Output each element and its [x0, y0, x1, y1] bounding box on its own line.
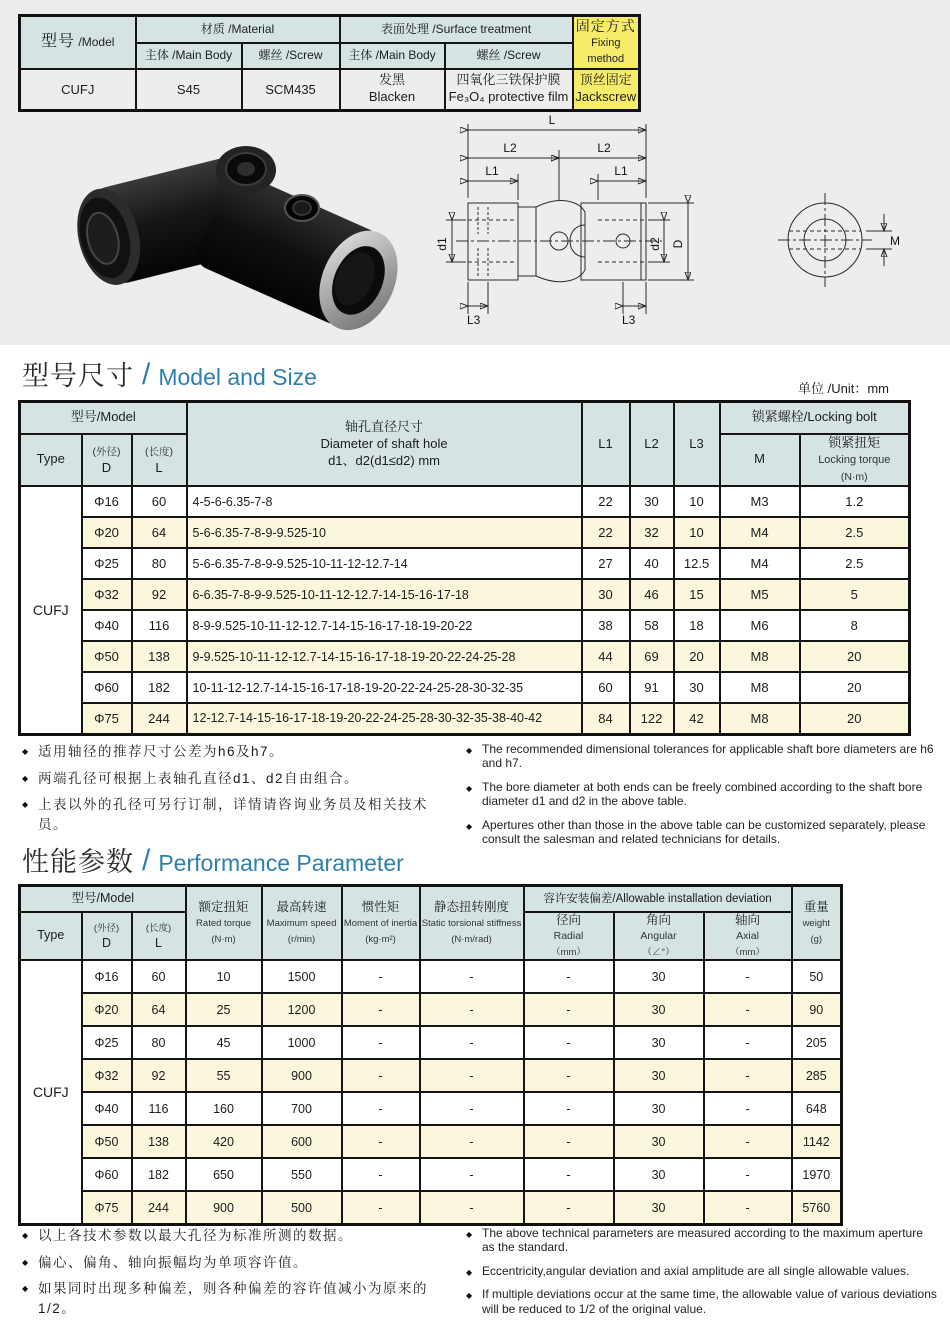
cell: - — [342, 1125, 420, 1158]
cell: - — [342, 1059, 420, 1092]
cell: 32 — [630, 517, 674, 548]
cell: 60 — [132, 486, 187, 517]
cell: Φ75 — [82, 703, 132, 734]
cell: - — [342, 1092, 420, 1125]
locking-torque-header: 锁紧扭矩 Locking torque (N·m) — [800, 434, 910, 487]
cell: 122 — [630, 703, 674, 734]
cell: 650 — [186, 1158, 262, 1191]
svg-text:L3: L3 — [467, 313, 481, 327]
cell: - — [342, 1026, 420, 1059]
cell: 64 — [132, 517, 187, 548]
cell: - — [342, 1158, 420, 1191]
cell: 15 — [674, 579, 720, 610]
material-main-value: S45 — [136, 69, 242, 111]
cell: - — [524, 1026, 614, 1059]
cell: 1142 — [792, 1125, 842, 1158]
table-row — [20, 993, 842, 1026]
table-row — [20, 486, 910, 517]
cell: 2.5 — [800, 517, 910, 548]
cell: Φ16 — [82, 486, 132, 517]
cell: Φ20 — [82, 993, 132, 1026]
cell: 2.5 — [800, 548, 910, 579]
cell: 30 — [582, 579, 630, 610]
cell: 84 — [582, 703, 630, 734]
cell: 500 — [262, 1191, 342, 1224]
note-item: ◆ The above technical parameters are measured according to the maximum aperture as the standard. — [466, 1226, 923, 1255]
cell: - — [342, 1191, 420, 1224]
cell: 10-11-12-12.7-14-15-16-17-18-19-20-22-24-25-28-30-32-35 — [187, 672, 582, 703]
cell: 69 — [630, 641, 674, 672]
max-speed-header: 最高转速 Maximum speed (r/min) — [262, 886, 342, 961]
model-header: 型号 /Model — [20, 16, 136, 69]
svg-text:d2: d2 — [648, 237, 662, 251]
cell: 700 — [262, 1092, 342, 1125]
l1-header: L1 — [582, 402, 630, 487]
cell: - — [420, 1092, 524, 1125]
cell: M4 — [720, 517, 800, 548]
type-header: Type — [20, 912, 82, 961]
size-table-notes — [22, 742, 938, 855]
type-header: Type — [20, 434, 82, 487]
cell: - — [524, 1158, 614, 1191]
cell: 30 — [614, 1026, 704, 1059]
length-header: (长度) L — [132, 912, 186, 961]
cell: - — [524, 960, 614, 993]
cell: 116 — [132, 610, 187, 641]
table-row — [20, 641, 910, 672]
cell: 92 — [132, 579, 187, 610]
cell: 50 — [792, 960, 842, 993]
cell: 138 — [132, 641, 187, 672]
cell: Φ50 — [82, 1125, 132, 1158]
cell: 1.2 — [800, 486, 910, 517]
cell: 6-6.35-7-8-9-9.525-10-11-12-12.7-14-15-16-17-18 — [187, 579, 582, 610]
model-group-header: 型号/Model — [20, 886, 186, 912]
table-row — [20, 610, 910, 641]
material-screw-value: SCM435 — [242, 69, 340, 111]
cell: 80 — [132, 1026, 186, 1059]
cell: M5 — [720, 579, 800, 610]
radial-header: 径向 Radial （mm） — [524, 912, 614, 961]
note-item: ◆ Eccentricity,angular deviation and axial amplitude are all single allowable values. — [466, 1263, 910, 1278]
cell: 46 — [630, 579, 674, 610]
svg-text:L2: L2 — [597, 141, 611, 155]
cell: - — [704, 1026, 792, 1059]
screw-subheader: 螺丝 /Screw — [242, 43, 340, 69]
cell: 22 — [582, 486, 630, 517]
note-item: ◆ 两端孔径可根据上表轴孔直径d1、d2自由组合。 — [22, 770, 360, 786]
cell: 60 — [132, 960, 186, 993]
torsional-stiffness-header: 静态扭转刚度 Static torsional stiffness (N·m/rad) — [420, 886, 524, 961]
cell: - — [342, 960, 420, 993]
cell: 900 — [262, 1059, 342, 1092]
product-photo-image — [40, 112, 430, 337]
l3-header: L3 — [674, 402, 720, 487]
main-body-subheader: 主体 /Main Body — [136, 43, 242, 69]
cell: 30 — [630, 486, 674, 517]
table-row — [20, 703, 910, 734]
cell: 9-9.525-10-11-12-12.7-14-15-16-17-18-19-20-22-24-25-28 — [187, 641, 582, 672]
cell: 10 — [674, 486, 720, 517]
cell: 92 — [132, 1059, 186, 1092]
cell: - — [420, 1125, 524, 1158]
surface-screw-value: 四氧化三铁保护膜 Fe₃O₄ protective film — [445, 69, 573, 111]
cell: 420 — [186, 1125, 262, 1158]
cell: 10 — [674, 517, 720, 548]
cell: - — [420, 1059, 524, 1092]
cell: 30 — [614, 960, 704, 993]
cell: 648 — [792, 1092, 842, 1125]
cell: 1000 — [262, 1026, 342, 1059]
cell: - — [704, 1059, 792, 1092]
cell: 30 — [614, 1125, 704, 1158]
svg-text:L: L — [548, 113, 556, 127]
cell: M6 — [720, 610, 800, 641]
note-item: ◆ 以上各技术参数以最大孔径为标准所测的数据。 — [22, 1228, 353, 1243]
svg-text:L1: L1 — [614, 164, 628, 178]
cell: 20 — [674, 641, 720, 672]
table-row — [20, 960, 842, 993]
cell: 30 — [614, 1158, 704, 1191]
cell: 4-5-6-6.35-7-8 — [187, 486, 582, 517]
weight-header: 重量 weight (g) — [792, 886, 842, 961]
cell: 12.5 — [674, 548, 720, 579]
allowable-deviation-header: 容许安装偏差/Allowable installation deviation — [524, 886, 792, 912]
cell: 116 — [132, 1092, 186, 1125]
cell: Φ25 — [82, 548, 132, 579]
cell: 12-12.7-14-15-16-17-18-19-20-22-24-25-28-30-32-35-38-40-42 — [187, 703, 582, 734]
axial-header: 轴向 Axial （mm） — [704, 912, 792, 961]
cell: - — [524, 1191, 614, 1224]
cell: 1970 — [792, 1158, 842, 1191]
note-item: ◆ Apertures other than those in the above table can be customized separately, please consult the salesman and related technicians for details. — [466, 817, 926, 846]
model-size-table — [18, 400, 911, 736]
rated-torque-header: 额定扭矩 Rated torque (N·m) — [186, 886, 262, 961]
main-body-subheader: 主体 /Main Body — [340, 43, 445, 69]
table-row — [20, 1191, 842, 1224]
table-row — [20, 548, 910, 579]
table-row — [20, 1026, 842, 1059]
cell: 42 — [674, 703, 720, 734]
cell: M8 — [720, 703, 800, 734]
cell: Φ75 — [82, 1191, 132, 1224]
table-row — [20, 1092, 842, 1125]
table-row — [20, 672, 910, 703]
cell: 900 — [186, 1191, 262, 1224]
model-group-header: 型号/Model — [20, 402, 187, 434]
cell: - — [704, 960, 792, 993]
fixing-method-value: 顶丝固定 Jackscrew — [573, 69, 640, 111]
svg-text:D: D — [671, 239, 685, 249]
cell: 285 — [792, 1059, 842, 1092]
cell: 5-6-6.35-7-8-9-9.525-10-11-12-12.7-14 — [187, 548, 582, 579]
note-item: ◆ If multiple deviations occur at the same time, the allowable value of various deviations will be reduced to 1/2 of the original value. — [466, 1287, 937, 1316]
performance-table-notes — [22, 1226, 938, 1325]
note-item: ◆ The bore diameter at both ends can be freely combined according to the shaft bore diameter d1 and d2 in the above table. — [466, 779, 923, 809]
type-value: CUFJ — [20, 486, 82, 734]
cell: Φ40 — [82, 610, 132, 641]
cell: 5-6-6.35-7-8-9-9.525-10 — [187, 517, 582, 548]
cell: Φ32 — [82, 1059, 132, 1092]
cell: 30 — [614, 1059, 704, 1092]
model-value: CUFJ — [20, 69, 136, 111]
cell: 64 — [132, 993, 186, 1026]
cell: - — [704, 1191, 792, 1224]
table-row — [20, 579, 910, 610]
angular-header: 角向 Angular （∠°） — [614, 912, 704, 961]
svg-text:M: M — [890, 234, 900, 248]
svg-text:L2: L2 — [503, 141, 517, 155]
cell: 30 — [614, 993, 704, 1026]
cell: 20 — [800, 703, 910, 734]
cell: - — [704, 1125, 792, 1158]
cell: 20 — [800, 641, 910, 672]
fixing-method-header: 固定方式 Fixing method — [573, 16, 640, 69]
table-row — [20, 517, 910, 548]
cell: - — [704, 1158, 792, 1191]
table-row — [20, 1125, 842, 1158]
m-header: M — [720, 434, 800, 487]
cell: - — [704, 1092, 792, 1125]
cell: 5 — [800, 579, 910, 610]
cell: 30 — [674, 672, 720, 703]
cell: - — [524, 1092, 614, 1125]
cell: Φ20 — [82, 517, 132, 548]
surface-main-value: 发黑 Blacken — [340, 69, 445, 111]
cell: 10 — [186, 960, 262, 993]
cell: 138 — [132, 1125, 186, 1158]
cell: 244 — [132, 1191, 186, 1224]
cell: Φ16 — [82, 960, 132, 993]
shaft-hole-header: 轴孔直径尺寸 Diameter of shaft hole d1、d2(d1≤d2) mm — [187, 402, 582, 487]
cell: Φ32 — [82, 579, 132, 610]
cell: 600 — [262, 1125, 342, 1158]
cell: 30 — [614, 1092, 704, 1125]
cell: Φ25 — [82, 1026, 132, 1059]
outer-diameter-header: (外径) D — [82, 912, 132, 961]
type-value: CUFJ — [20, 960, 82, 1224]
cell: 8 — [800, 610, 910, 641]
cell: 550 — [262, 1158, 342, 1191]
cell: 38 — [582, 610, 630, 641]
note-item: ◆ 适用轴径的推荐尺寸公差为h6及h7。 — [22, 744, 285, 759]
cell: - — [420, 1026, 524, 1059]
dimension-drawing — [418, 108, 950, 345]
note-item: ◆ 偏心、偏角、轴向振幅均为单项容许值。 — [22, 1254, 308, 1270]
unit-label: 单位 /Unit：mm — [798, 381, 890, 396]
outer-diameter-header: (外径) D — [82, 434, 132, 487]
cell: 55 — [186, 1059, 262, 1092]
table-row — [20, 1158, 842, 1191]
cell: 80 — [132, 548, 187, 579]
svg-text:d1: d1 — [435, 237, 449, 251]
cell: 44 — [582, 641, 630, 672]
top-spec-table — [18, 14, 641, 112]
cell: 30 — [614, 1191, 704, 1224]
cell: Φ60 — [82, 672, 132, 703]
cell: 244 — [132, 703, 187, 734]
cell: - — [420, 1158, 524, 1191]
cell: - — [524, 993, 614, 1026]
surface-treatment-header: 表面处理 /Surface treatment — [340, 16, 573, 43]
screw-subheader: 螺丝 /Screw — [445, 43, 573, 69]
svg-text:L3: L3 — [622, 313, 636, 327]
section-title-model-and-size: 型号尺寸 / Model and Size — [22, 358, 317, 391]
length-header: (长度) L — [132, 434, 187, 487]
note-item: ◆ The recommended dimensional tolerances for applicable shaft bore diameters are h6 and h7. — [466, 742, 934, 771]
cell: 1500 — [262, 960, 342, 993]
cell: - — [342, 993, 420, 1026]
cell: 45 — [186, 1026, 262, 1059]
cell: - — [420, 960, 524, 993]
performance-parameter-table — [18, 884, 843, 1226]
cell: M3 — [720, 486, 800, 517]
cell: 25 — [186, 993, 262, 1026]
cell: 182 — [132, 672, 187, 703]
cell: 205 — [792, 1026, 842, 1059]
cell: - — [704, 993, 792, 1026]
cell: Φ40 — [82, 1092, 132, 1125]
cell: Φ60 — [82, 1158, 132, 1191]
material-header: 材质 /Material — [136, 16, 340, 43]
cell: 20 — [800, 672, 910, 703]
cell: 18 — [674, 610, 720, 641]
cell: 182 — [132, 1158, 186, 1191]
cell: 91 — [630, 672, 674, 703]
cell: 90 — [792, 993, 842, 1026]
l2-header: L2 — [630, 402, 674, 487]
table-row — [20, 1059, 842, 1092]
cell: 5760 — [792, 1191, 842, 1224]
cell: 22 — [582, 517, 630, 548]
cell: M4 — [720, 548, 800, 579]
cell: 1200 — [262, 993, 342, 1026]
svg-text:L1: L1 — [485, 164, 499, 178]
cell: - — [420, 993, 524, 1026]
section-title-performance-parameter: 性能参数 / Performance Parameter — [22, 844, 404, 877]
cell: 58 — [630, 610, 674, 641]
cell: 8-9-9.525-10-11-12-12.7-14-15-16-17-18-19-20-22 — [187, 610, 582, 641]
cell: - — [524, 1125, 614, 1158]
cell: M8 — [720, 672, 800, 703]
note-item: ◆ 如果同时出现多种偏差，则各种偏差的容许值减小为原来的1/2。 — [22, 1281, 428, 1316]
cell: - — [524, 1059, 614, 1092]
cell: 60 — [582, 672, 630, 703]
cell: Φ50 — [82, 641, 132, 672]
note-item: ◆ 上表以外的孔径可另行订制，详情请咨询业务员及相关技术员。 — [22, 797, 428, 832]
moment-of-inertia-header: 惯性矩 Moment of inertia (kg·m²) — [342, 886, 420, 961]
cell: 160 — [186, 1092, 262, 1125]
cell: 27 — [582, 548, 630, 579]
cell: M8 — [720, 641, 800, 672]
locking-bolt-header: 锁紧螺栓/Locking bolt — [720, 402, 910, 434]
cell: 40 — [630, 548, 674, 579]
cell: - — [420, 1191, 524, 1224]
